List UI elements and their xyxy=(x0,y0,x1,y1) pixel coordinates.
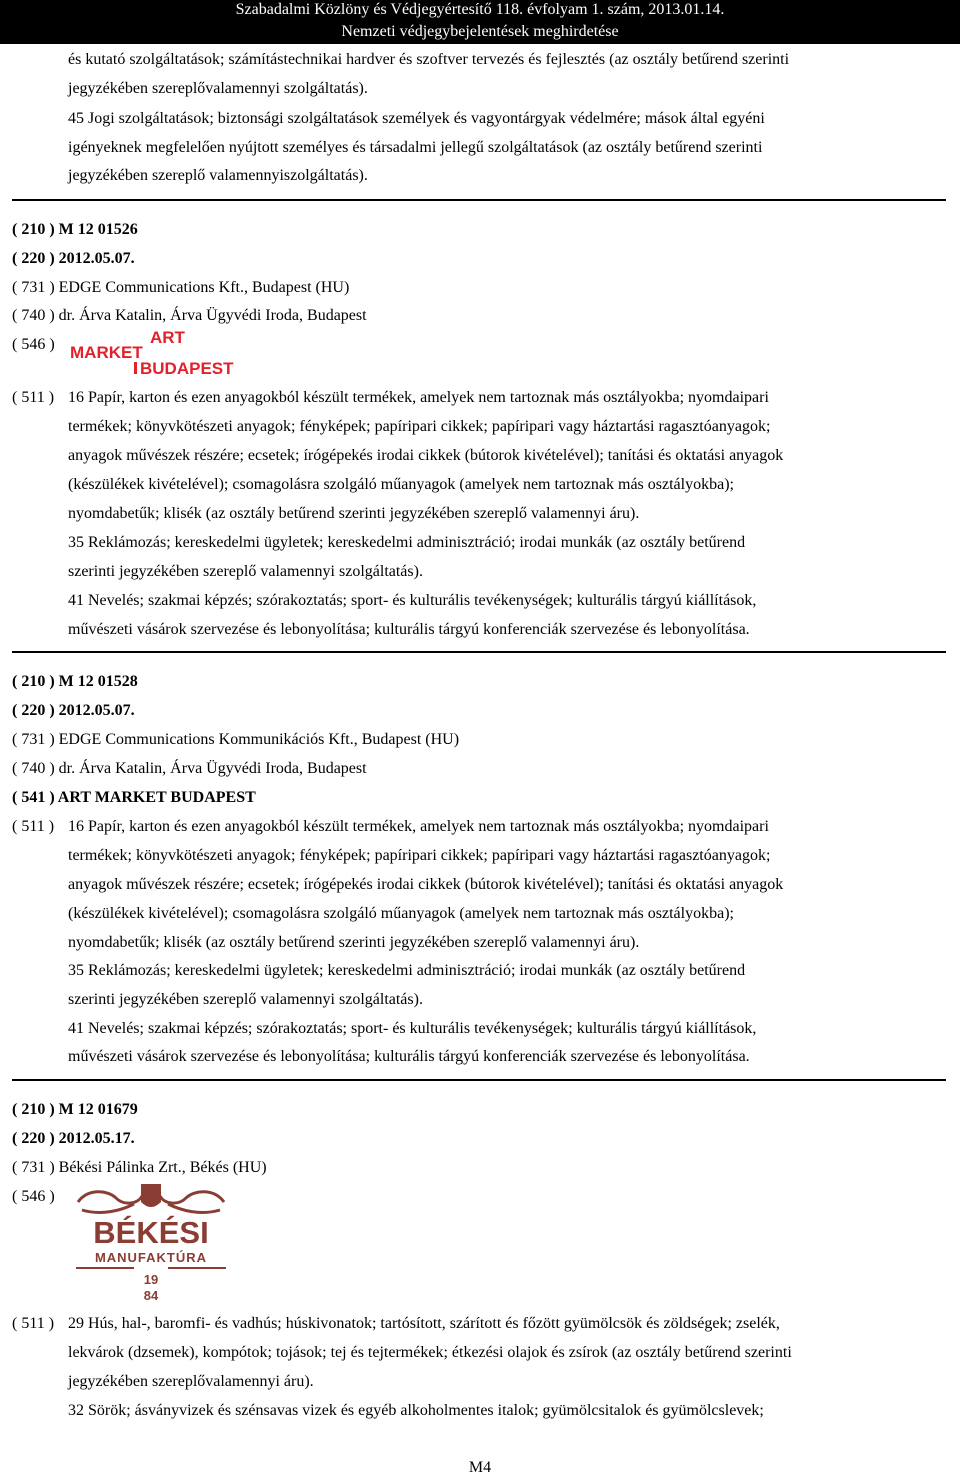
entry-3-goods-line: jegyzékében szereplővalamennyi áru). xyxy=(68,1373,314,1390)
entry-1-application-number: ( 210 ) M 12 01526 xyxy=(12,221,138,238)
entry-1-goods-line: termékek; könyvkötészeti anyagok; fényképek; papíripari cikkek; papíripari vagy háztartási ragasztóanyagok; xyxy=(68,418,771,435)
logo-market-text: MARKET xyxy=(70,343,143,362)
entry-1-figurative-label: ( 546 ) xyxy=(12,336,55,353)
entry-1-goods-line: 16 Papír, karton és ezen anyagokból készült termékek, amelyek nem tartoznak más osztályokba; nyomdaipari xyxy=(68,389,769,406)
separator-rule xyxy=(12,651,946,653)
entry-1-goods-line: (készülékek kivételével); csomagolásra szolgáló műanyagok (amelyek nem tartoznak más osztályokba); xyxy=(68,476,734,493)
entry-2-goods-line: anyagok művészek részére; ecsetek; írógépekés irodai cikkek (bútorok kivételével); tanítási és oktatási anyagok xyxy=(68,876,784,893)
entry-3-goods-line: 29 Hús, hal-, baromfi- és vadhús; húskivonatok; tartósított, szárított és főzött gyümölcsök és zöldségek; zselék, xyxy=(68,1315,780,1332)
entry-3-applicant: ( 731 ) Békési Pálinka Zrt., Békés (HU) xyxy=(12,1159,267,1176)
logo-budapest-text: BUDAPEST xyxy=(140,359,234,377)
entry-2-application-number: ( 210 ) M 12 01528 xyxy=(12,673,138,690)
logo-year-top: 19 xyxy=(143,1272,159,1287)
intro-line: jegyzékében szereplő valamennyiszolgáltatás). xyxy=(68,167,368,184)
entry-1-classes-label: ( 511 ) xyxy=(12,389,55,406)
intro-line: 45 Jogi szolgáltatások; biztonsági szolgáltatások személyek és vagyontárgyak védelmére; mások által egyéni xyxy=(68,110,765,127)
entry-1-applicant: ( 731 ) EDGE Communications Kft., Budapest (HU) xyxy=(12,279,350,296)
logo-manufaktura-text: MANUFAKTÚRA xyxy=(94,1250,208,1265)
entry-1-goods-line: szerinti jegyzékében szereplő valamennyi szolgáltatás). xyxy=(68,563,423,580)
entry-3-figurative-label: ( 546 ) xyxy=(12,1188,55,1205)
entry-2-goods-line: 35 Reklámozás; kereskedelmi ügyletek; kereskedelmi adminisztráció; irodai munkák (az osztály betűrend xyxy=(68,962,746,979)
entry-2-filing-date: ( 220 ) 2012.05.07. xyxy=(12,702,135,719)
logo-year-bottom: 84 xyxy=(143,1288,159,1303)
entry-2-representative: ( 740 ) dr. Árva Katalin, Árva Ügyvédi Iroda, Budapest xyxy=(12,760,367,777)
entry-1-goods-line: nyomdabetűk; klisék (az osztály betűrend szerinti jegyzékében szereplő valamennyi áru). xyxy=(68,505,640,522)
entry-1-filing-date: ( 220 ) 2012.05.07. xyxy=(12,250,135,267)
entry-2-goods-line: termékek; könyvkötészeti anyagok; fényképek; papíripari cikkek; papíripari vagy háztartási ragasztóanyagok; xyxy=(68,847,771,864)
entry-3-classes-label: ( 511 ) xyxy=(12,1315,55,1332)
art-market-budapest-logo xyxy=(68,327,238,377)
logo-bekesi-text: BÉKÉSI xyxy=(93,1215,209,1250)
entry-2-classes-label: ( 511 ) xyxy=(12,818,55,835)
separator-rule xyxy=(12,199,946,201)
intro-line: igényeknek megfelelően nyújtott személyes és társadalmi jellegű szolgáltatások (az osztály betűrend szerinti xyxy=(68,139,763,156)
entry-2-goods-line: 41 Nevelés; szakmai képzés; szórakoztatás; sport- és kulturális tevékenységek; kulturális tárgyú kiállítások, xyxy=(68,1020,757,1037)
entry-2-goods-line: (készülékek kivételével); csomagolásra szolgáló műanyagok (amelyek nem tartoznak más osztályokba); xyxy=(68,905,734,922)
intro-line: és kutató szolgáltatások; számítástechnikai hardver és szoftver tervezés és fejlesztés (az osztály betűrend szerinti xyxy=(68,51,790,68)
page-number: M4 xyxy=(468,1459,492,1476)
logo-art-text: ART xyxy=(150,328,185,347)
entry-2-goods-line: művészeti vásárok szervezése és lebonyolítása; kulturális tárgyú konferenciák szervezése és lebonyolítása. xyxy=(68,1048,750,1065)
bekesi-manufaktura-logo xyxy=(68,1180,234,1304)
entry-2-goods-line: 16 Papír, karton és ezen anyagokból készült termékek, amelyek nem tartoznak más osztályokba; nyomdaipari xyxy=(68,818,769,835)
section-title: Nemzeti védjegybejelentések meghirdetése xyxy=(341,23,619,40)
journal-title: Szabadalmi Közlöny és Védjegyértesítő 118. évfolyam 1. szám, 2013.01.14. xyxy=(235,1,725,18)
entry-1-goods-line: 35 Reklámozás; kereskedelmi ügyletek; kereskedelmi adminisztráció; irodai munkák (az osztály betűrend xyxy=(68,534,746,551)
entry-1-representative: ( 740 ) dr. Árva Katalin, Árva Ügyvédi Iroda, Budapest xyxy=(12,307,367,324)
entry-3-application-number: ( 210 ) M 12 01679 xyxy=(12,1101,138,1118)
entry-2-applicant: ( 731 ) EDGE Communications Kommunikációs Kft., Budapest (HU) xyxy=(12,731,460,748)
entry-2-word-mark: ( 541 ) ART MARKET BUDAPEST xyxy=(12,789,256,806)
page-header xyxy=(0,0,960,44)
entry-3-goods-line: 32 Sörök; ásványvizek és szénsavas vizek és egyéb alkoholmentes italok; gyümölcsitalok és gyümölcslevek; xyxy=(68,1402,764,1419)
entry-3-goods-line: lekvárok (dzsemek), kompótok; tojások; tej és tejtermékek; étkezési olajok és zsírok (az osztály betűrend szerinti xyxy=(68,1344,792,1361)
entry-1-goods-line: művészeti vásárok szervezése és lebonyolítása; kulturális tárgyú konferenciák szervezése és lebonyolítása. xyxy=(68,621,750,638)
separator-rule xyxy=(12,1079,946,1081)
entry-3-filing-date: ( 220 ) 2012.05.17. xyxy=(12,1130,135,1147)
intro-line: jegyzékében szereplővalamennyi szolgáltatás). xyxy=(68,80,368,97)
entry-2-goods-line: szerinti jegyzékében szereplő valamennyi szolgáltatás). xyxy=(68,991,423,1008)
entry-2-goods-line: nyomdabetűk; klisék (az osztály betűrend szerinti jegyzékében szereplő valamennyi áru). xyxy=(68,934,640,951)
entry-1-goods-line: anyagok művészek részére; ecsetek; írógépekés irodai cikkek (bútorok kivételével); tanítási és oktatási anyagok xyxy=(68,447,784,464)
entry-1-goods-line: 41 Nevelés; szakmai képzés; szórakoztatás; sport- és kulturális tevékenységek; kulturális tárgyú kiállítások, xyxy=(68,592,757,609)
